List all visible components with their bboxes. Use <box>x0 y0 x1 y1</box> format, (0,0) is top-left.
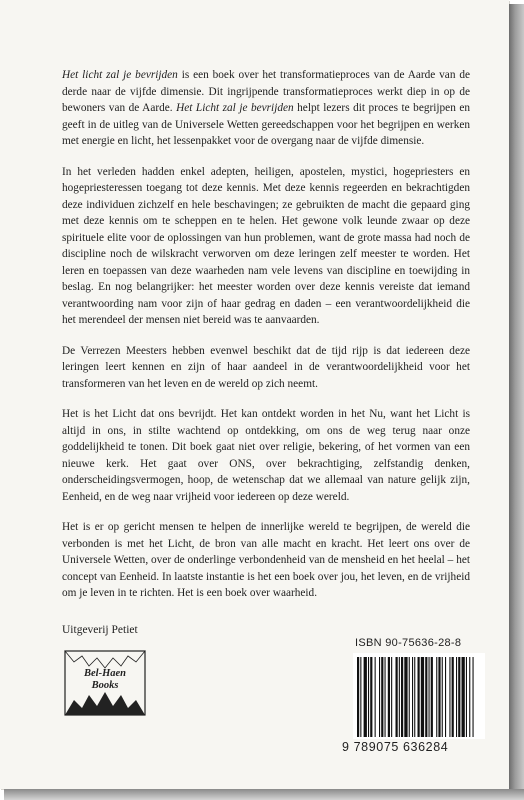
text-run: Het is het Licht dat ons bevrijdt. Het kan ontdekt worden in het Nu, want het Licht is altijd in ons, in stilte wachtend op ontdekking, om ons de weg terug naar onze goddelijkheid te tonen. Dit boek gaat niet over religie, bekering, of het vormen van een nieuwe kerk. Het gaat over ONS, over bekrachtiging, zelfstandig denken, onderscheidingsvermogen, hoop, de wetenschap dat we allemaal van nature gelijk zijn, Eenheid, en de weg naar vrijheid voor iedereen op deze wereld. <box>62 408 470 503</box>
logo-line-2: Books <box>91 680 119 691</box>
barcode-bar <box>364 657 367 737</box>
text-run: helpt lezers dit proces te begrijpen en geeft in de uitleg van de Universele Wetten gereedschappen voor het begrijpen en werken met energie en licht, het lessenpakket voor de overgang naar de vijfde dimensie. <box>62 102 471 147</box>
barcode-bar <box>409 657 410 737</box>
barcode-number: 9 789075 636284 <box>342 740 449 754</box>
barcode-bar <box>391 657 392 737</box>
barcode <box>353 653 485 739</box>
barcode-bar <box>431 657 433 737</box>
page-bottom-shadow <box>4 789 524 800</box>
text-run: In het verleden hadden enkel adepten, heiligen, apostelen, mystici, hogepriesters en hogepriesteressen toegang tot deze kennis. Met deze kennis regeerden en bekrachtigden deze individuen zichzelf en hele beschavingen; ze gebruikten de macht die gepaard ging met deze kennis om te scheppen en te helen. Het gewone volk leunde zwaar op deze spirituele elite voor de oplossingen van hun problemen, want de grote massa had noch de discipline noch de wilskracht verworven om deze leringen zelf meester te worden. Het leren en toepassen van deze waarheden nam vele levens van discipline en toewijding in beslag. En nog belangrijker: het meester worden over deze kennis vereiste dat iemand verantwoording nam voor zijn of haar gedrag en daden – een verantwoordelijkheid die het merendeel der mensen niet bereid was te aanvaarden. <box>62 165 470 326</box>
logo-line-1: Bel-Haen <box>84 668 126 679</box>
barcode-bar <box>404 657 407 737</box>
barcode-bar <box>452 657 454 737</box>
barcode-icon <box>353 653 485 739</box>
publisher-name: Uitgeverij Petiet <box>62 624 138 636</box>
barcode-bar <box>412 657 413 737</box>
barcode-bar <box>449 657 450 737</box>
barcode-bar <box>425 657 427 737</box>
isbn-label: ISBN 90-75636-28-8 <box>355 637 462 649</box>
barcode-bar <box>462 657 465 737</box>
barcode-bar <box>442 657 443 737</box>
barcode-bar <box>357 657 359 737</box>
barcode-bar <box>399 657 400 737</box>
barcode-bar <box>438 657 440 737</box>
text-run: is een boek over het transformatieproces van de Aarde van de derde naar de vijfde dimensie. Dit ingrijpende transformatieproces werkt diep in op de bewoners van de Aarde. <box>62 69 470 114</box>
barcode-bar <box>414 657 415 737</box>
barcode-bar <box>388 657 390 737</box>
barcode-bar <box>381 657 383 737</box>
blurb-text <box>62 67 470 602</box>
barcode-bar <box>473 657 474 737</box>
barcode-bar <box>401 657 403 737</box>
barcode-bar <box>385 657 386 737</box>
barcode-bar <box>375 657 376 737</box>
barcode-bar <box>370 657 372 737</box>
barcode-bar <box>436 657 437 737</box>
page-edge-shadow <box>509 4 524 800</box>
barcode-bar <box>421 657 424 737</box>
barcode-bar <box>456 657 457 737</box>
barcode-bar <box>469 657 470 737</box>
book-title-italic: Het licht zal je bevrijden <box>62 69 178 81</box>
barcode-bar <box>429 657 430 737</box>
text-run: De Verrezen Meesters hebben evenwel beschikt dat de tijd rijp is dat iedereen deze leringen leert kennen en zijn of haar aandeel in de verantwoordelijkheid voor het transformeren van het leven en de wereld op zich neemt. <box>62 344 470 390</box>
barcode-bar <box>360 657 361 737</box>
blurb-paragraph <box>62 343 470 393</box>
barcode-bar <box>396 657 398 737</box>
barcode-bar <box>458 657 460 737</box>
barcode-bar <box>418 657 420 737</box>
blurb-paragraph <box>62 164 470 329</box>
text-run: Het is er op gericht mensen te helpen de innerlijke wereld te begrijpen, de wereld die verbonden is met het Licht, de bron van alle macht en kracht. Het leert ons over de Universele Wetten, over de onderlinge verbondenheid van de mensheid en het heelal – het concept van Eenheid. In laatste instantie is het een boek over jou, het leven, en de vrijheid om je leven in te richten. Het is een boek over waarheid. <box>62 521 470 599</box>
publisher-logo <box>62 648 148 718</box>
barcode-bar <box>445 657 446 737</box>
barcode-bar <box>466 657 467 737</box>
blurb-paragraph <box>62 406 470 505</box>
blurb-paragraph <box>62 519 470 602</box>
blurb-paragraph <box>62 67 470 150</box>
barcode-bar <box>379 657 380 737</box>
barcode-bar <box>368 657 369 737</box>
book-title-italic: Het Licht zal je bevrijden <box>176 102 294 114</box>
